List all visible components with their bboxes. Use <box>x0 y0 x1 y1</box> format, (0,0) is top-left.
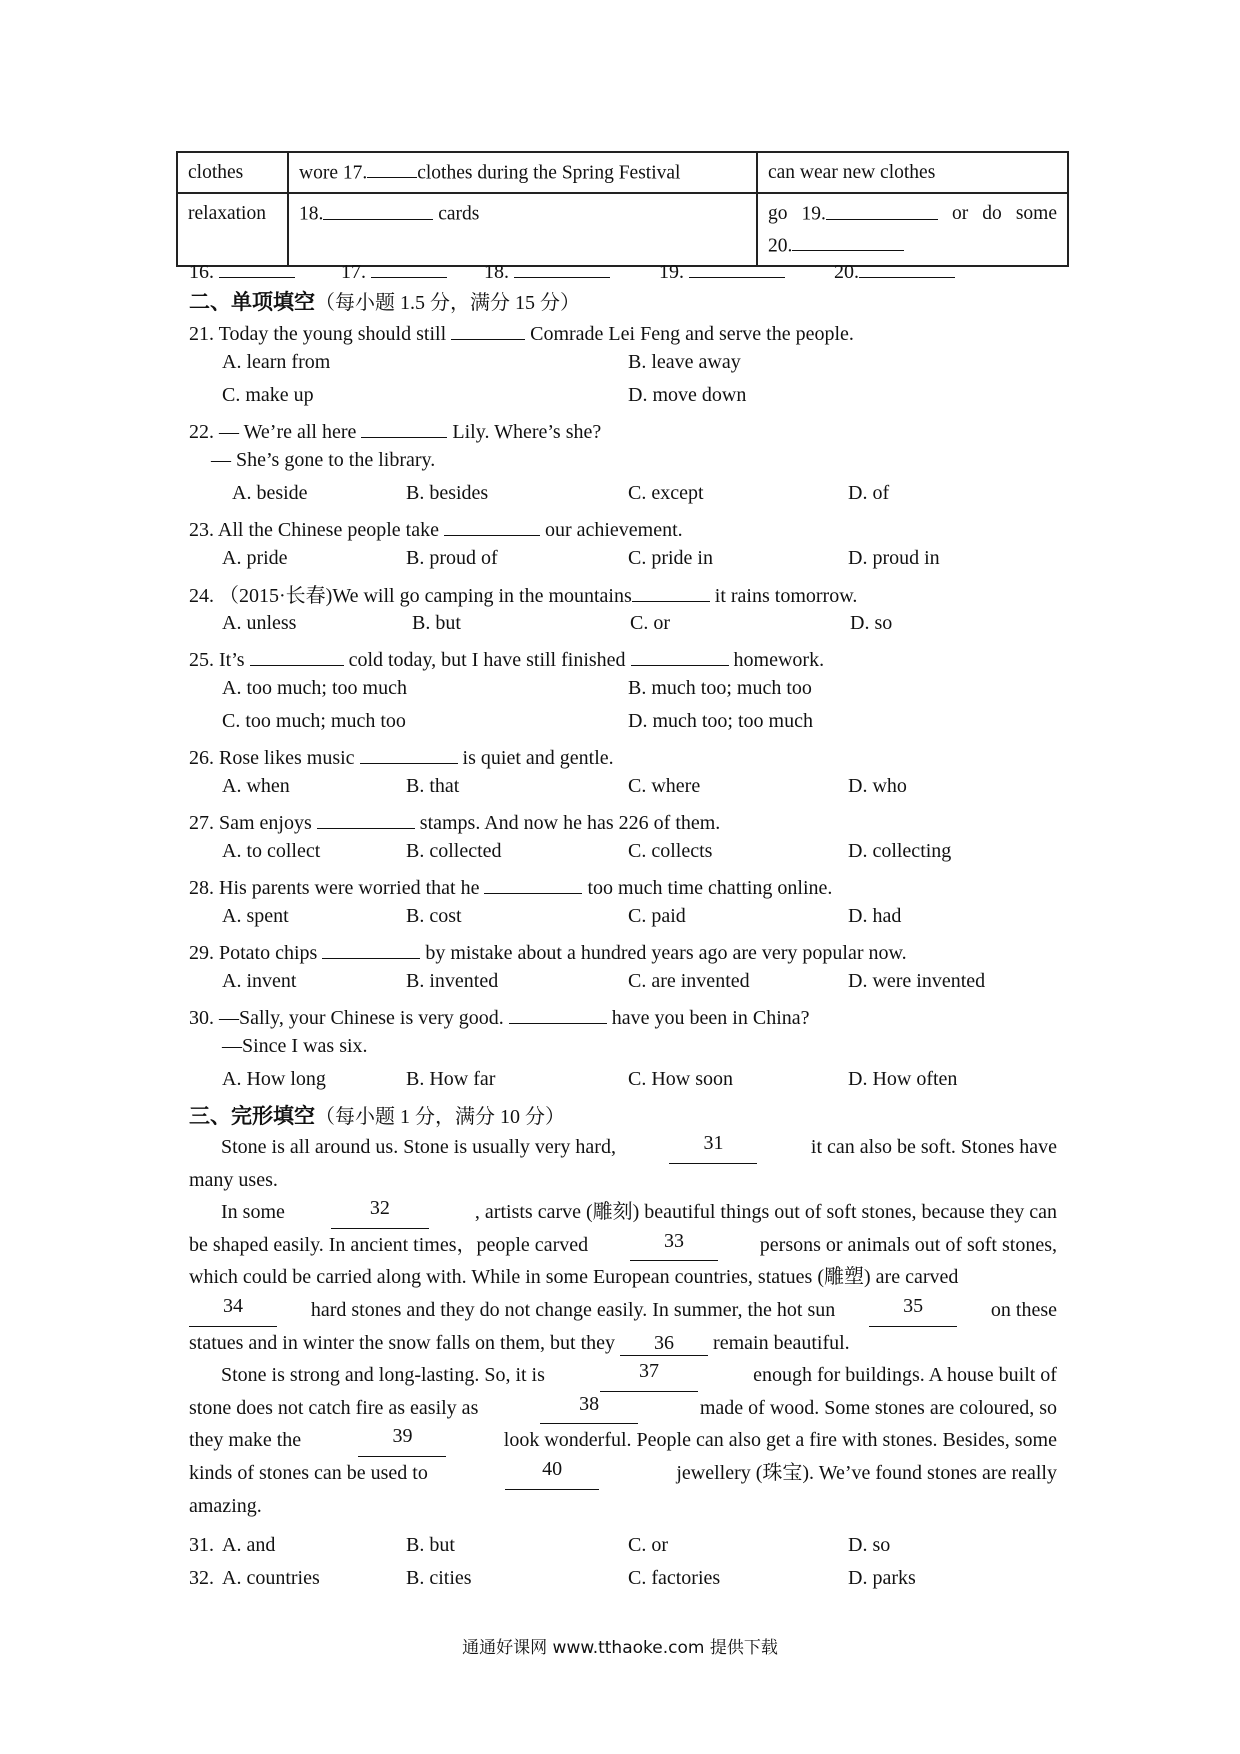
options-row: A. too much; too much B. much too; much too <box>222 677 812 699</box>
options-row: A. and B. but C. or D. so <box>222 1534 891 1556</box>
options-row: A. learn from B. leave away <box>222 351 741 373</box>
cloze-option-row: 31. <box>189 1534 214 1556</box>
options-row: A. countries B. cities C. factories D. parks <box>222 1567 916 1589</box>
options-row: A. to collect B. collected C. collects D. collecting <box>222 840 952 862</box>
answer-blank <box>371 256 447 278</box>
cloze-option-row: 32. <box>189 1567 214 1589</box>
table-cell: relaxation <box>177 193 288 266</box>
page-footer: 通通好课网 www.tthaoke.com 提供下载 <box>462 1638 778 1658</box>
table-cell: 18. cards <box>288 193 757 266</box>
question-29: 29. Potato chips by mistake about a hundred years ago are very popular now. <box>189 937 907 965</box>
question-30: 30. —Sally, your Chinese is very good. have you been in China? <box>189 1002 810 1030</box>
blank-18 <box>323 198 433 219</box>
question-25: 25. It’s cold today, but I have still finished homework. <box>189 644 824 672</box>
question-23: 23. All the Chinese people take our achievement. <box>189 514 683 542</box>
question-22-reply: — She’s gone to the library. <box>211 449 436 471</box>
table-row <box>177 152 1068 193</box>
exam-page: clothes wore 17. clothes during the Spring Festival can wear new clothes relaxation 18. cards go 19. or do some 20. 16. 17. 18. 19. 20. 二、单项填空（每小题 1.5 分，满分 15 分） 21. Today the young should still Comrade Lei Feng and serve the people. A. learn from B. leave away C. make up D. move down 22. — We’re all here Lily. Where’s she? — She’s gone to the library. A. beside B. besides C. except D. of 23. All the Chinese people take our achievement. A. pride B. proud of C. pride in D. proud in 24. （2015·长春)We will go camping in the mountains it rains tomorrow. A. unless B. but C. or D. so 25. It’s cold today, but I have still finished homework. A. too much; too much B. much too; much too C. too much; much too D. much too; too much 26. Rose likes music is quiet and gentle. A. when B. that C. where D. who 27. Sam enjoys stamps. And now he has 226 of them. A. to collect B. collected C. collects D. collecting 28. His parents were worried that he too much time chatting online. A. spent B. cost C. paid D. had 29. Potato chips by mistake about a hundred years ago are very popular now. A. invent B. invented C. are invented D. were invented 30. —Sally, your Chinese is very good. have you been in China? —Since I was six. A. How long B. How far C. How soon D. How often 三、完形填空（每小题 1 分，满分 10 分） Stone is all around us. Stone is usually very hard, 31 it can also be soft. Stones have many uses. In some 32 , artists carve (雕刻) beautiful things out of soft stones, because they can be shaped easily. In ancient times，people carved 33 persons or animals out of soft stones, which could be carried along with. While in some European countries, statues (雕塑) are carved 34 hard stones and they do not change easily. In summer, the hot sun 35 on these statues and in winter the snow falls on them, but they 36 remain beautiful. Stone is strong and long-lasting. So, it is 37 enough for buildings. A house built of stone does not catch fire as easily as 38 made of wood. Some stones are coloured, so they make the 39 look wonderful. People can also get a fire with stones. Besides, some kinds of stones can be used to 40 jewellery (珠宝). We’ve found stones are really amazing. 31. A. and B. but C. or D. so 32. A. countries B. cities C. factories D. parks 通通好课网 www.tthaoke.com 提供下载 <box>0 0 1240 1754</box>
question-21: 21. Today the young should still Comrade Lei Feng and serve the people. <box>189 318 854 346</box>
question-26: 26. Rose likes music is quiet and gentle. <box>189 742 614 770</box>
question-27: 27. Sam enjoys stamps. And now he has 226 of them. <box>189 807 720 835</box>
options-row: C. too much; much too D. much too; too much <box>222 710 813 732</box>
answer-blank <box>514 256 610 278</box>
options-row: A. How long B. How far C. How soon D. How often <box>222 1068 958 1090</box>
table-cell: can wear new clothes <box>757 152 1068 193</box>
question-30-reply: —Since I was six. <box>222 1035 368 1057</box>
blank-20 <box>792 230 904 251</box>
answer-blank <box>219 256 295 278</box>
section-heading: 三、完形填空（每小题 1 分，满分 10 分） <box>189 1104 565 1128</box>
table-cell: wore 17. clothes during the Spring Festival <box>288 152 757 193</box>
blank-17 <box>367 157 417 178</box>
options-row: A. beside B. besides C. except D. of <box>232 482 890 504</box>
section-heading: 二、单项填空（每小题 1.5 分，满分 15 分） <box>189 290 580 314</box>
table-cell: go 19. or do some 20. <box>757 193 1068 266</box>
cloze-passage: Stone is all around us. Stone is usually very hard, 31 it can also be soft. Stones have many uses. In some 32 , artists carve (雕刻) beautiful things out of soft stones, because they can be shaped easily. In ancient times，people carved 33 persons or animals out of soft stones, which could be carried along with. While in some European countries, statues (雕塑) are carved 34 hard stones and they do not change easily. In summer, the hot sun 35 on these statues and in winter the snow falls on them, but they 36 remain beautiful. Stone is strong and long-lasting. So, it is 37 enough for buildings. A house built of stone does not catch fire as easily as 38 made of wood. Some stones are coloured, so they make the 39 look wonderful. People can also get a fire with stones. Besides, some kinds of stones can be used to 40 jewellery (珠宝). We’ve found stones are really amazing. <box>189 1132 1057 1517</box>
options-row: A. pride B. proud of C. pride in D. proud in <box>222 547 940 569</box>
options-row: C. make up D. move down <box>222 384 747 406</box>
options-row: A. invent B. invented C. are invented D. were invented <box>222 970 986 992</box>
question-28: 28. His parents were worried that he too much time chatting online. <box>189 872 832 900</box>
question-24: 24. （2015·长春)We will go camping in the mountains it rains tomorrow. <box>189 579 857 608</box>
options-row: A. when B. that C. where D. who <box>222 775 907 797</box>
question-22: 22. — We’re all here Lily. Where’s she? <box>189 416 601 444</box>
options-row: A. unless B. but C. or D. so <box>222 612 893 634</box>
info-table <box>176 151 1069 267</box>
table-cell: clothes <box>177 152 288 193</box>
options-row: A. spent B. cost C. paid D. had <box>222 905 902 927</box>
answer-blank <box>689 256 785 278</box>
answer-blank <box>859 256 955 278</box>
blank-19 <box>826 198 938 219</box>
